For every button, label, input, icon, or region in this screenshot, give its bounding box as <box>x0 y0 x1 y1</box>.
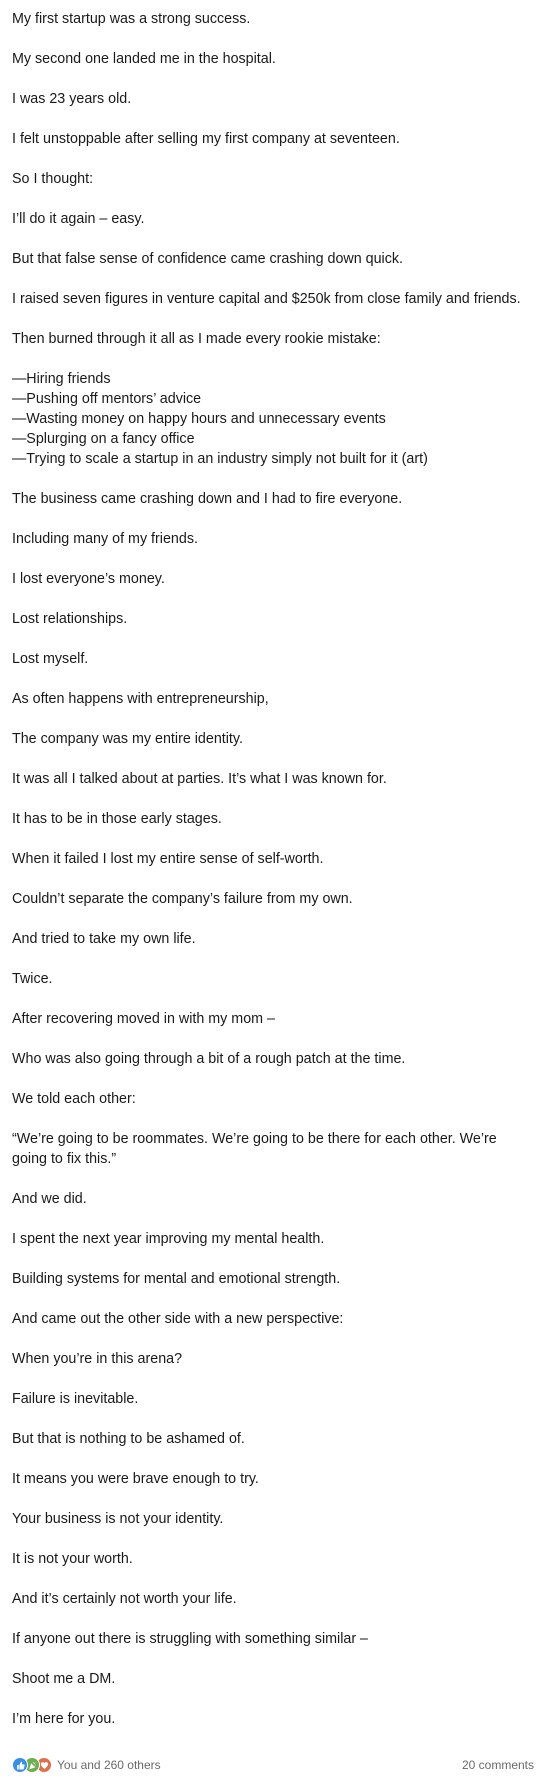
post-paragraph <box>12 289 527 309</box>
post-line: Lost myself. <box>12 651 89 667</box>
post-paragraph <box>12 489 527 509</box>
post-paragraph <box>12 329 527 349</box>
post-line: As often happens with entrepreneurship, <box>12 691 269 707</box>
post-line: I felt unstoppable after selling my first company at seventeen. <box>12 131 400 147</box>
post-paragraph <box>12 1509 527 1529</box>
post-line: It means you were brave enough to try. <box>12 1471 259 1487</box>
post-line: I spent the next year improving my mental health. <box>12 1231 325 1247</box>
post-paragraph <box>12 1429 527 1449</box>
post-paragraph <box>12 1669 527 1689</box>
post-line: But that false sense of confidence came crashing down quick. <box>12 251 404 267</box>
post-line: —Hiring friends <box>12 371 111 387</box>
post-paragraph <box>12 49 527 69</box>
like-icon <box>12 1757 28 1773</box>
post-line: My second one landed me in the hospital. <box>12 51 276 67</box>
post-paragraph <box>12 1009 527 1029</box>
post-paragraph <box>12 1129 527 1169</box>
post-line: —Pushing off mentors’ advice <box>12 391 202 407</box>
post-line: Twice. <box>12 971 53 987</box>
post-line: —Wasting money on happy hours and unnecessary events <box>12 411 386 427</box>
post-line: The company was my entire identity. <box>12 731 243 747</box>
post-paragraph <box>12 1229 527 1249</box>
post-line: Failure is inevitable. <box>12 1391 139 1407</box>
post-paragraph <box>12 1629 527 1649</box>
social-counts-bar <box>12 1755 534 1775</box>
post-paragraph <box>12 689 527 709</box>
post-line: It has to be in those early stages. <box>12 811 222 827</box>
post-line: But that is nothing to be ashamed of. <box>12 1431 245 1447</box>
post-paragraph <box>12 1089 527 1109</box>
post-line: I lost everyone’s money. <box>12 571 165 587</box>
post-line: Building systems for mental and emotional strength. <box>12 1271 341 1287</box>
post-paragraph <box>12 1269 527 1289</box>
post-paragraph <box>12 569 527 589</box>
post-paragraph <box>12 809 527 829</box>
post-paragraph <box>12 369 527 469</box>
reactions-count[interactable]: You and 260 others <box>57 1758 161 1772</box>
post-paragraph <box>12 129 527 149</box>
post-paragraph <box>12 889 527 909</box>
post-paragraph <box>12 929 527 949</box>
post-line: It was all I talked about at parties. It’s what I was known for. <box>12 771 387 787</box>
post-line: Your business is not your identity. <box>12 1511 224 1527</box>
post-line: Lost relationships. <box>12 611 128 627</box>
post-paragraph <box>12 529 527 549</box>
post-paragraph <box>12 969 527 989</box>
post-paragraph <box>12 1309 527 1329</box>
post-line: Who was also going through a bit of a rough patch at the time. <box>12 1051 406 1067</box>
post-paragraph <box>12 1469 527 1489</box>
post-line: “We’re going to be roommates. We’re going to be there for each other. We’re going to fix this.” <box>12 1131 497 1167</box>
post-line: If anyone out there is struggling with something similar – <box>12 1631 369 1647</box>
post-line: Then burned through it all as I made every rookie mistake: <box>12 331 381 347</box>
post-line: —Trying to scale a startup in an industry simply not built for it (art) <box>12 451 428 467</box>
post-paragraph <box>12 609 527 629</box>
post-paragraph <box>12 649 527 669</box>
post-line: I was 23 years old. <box>12 91 132 107</box>
post-line: Shoot me a DM. <box>12 1671 116 1687</box>
post-line: After recovering moved in with my mom – <box>12 1011 275 1027</box>
post-paragraph <box>12 769 527 789</box>
post-paragraph <box>12 89 527 109</box>
post-line: When it failed I lost my entire sense of self-worth. <box>12 851 324 867</box>
post-paragraph <box>12 169 527 189</box>
post-line: And came out the other side with a new perspective: <box>12 1311 344 1327</box>
post-line: I’ll do it again – easy. <box>12 211 145 227</box>
post-paragraph <box>12 1389 527 1409</box>
post-line: —Splurging on a fancy office <box>12 431 195 447</box>
post-line: So I thought: <box>12 171 94 187</box>
post-paragraph <box>12 1349 527 1369</box>
post-line: My first startup was a strong success. <box>12 11 251 27</box>
post-line: Including many of my friends. <box>12 531 198 547</box>
post-text <box>12 9 527 1749</box>
reaction-icons[interactable] <box>12 1757 48 1773</box>
post-line: I raised seven figures in venture capital and $250k from close family and friends. <box>12 291 521 307</box>
post-line: And we did. <box>12 1191 87 1207</box>
post-paragraph <box>12 1549 527 1569</box>
post-line: When you’re in this arena? <box>12 1351 183 1367</box>
post-line: I’m here for you. <box>12 1711 116 1727</box>
post-line: And tried to take my own life. <box>12 931 196 947</box>
post-paragraph <box>12 209 527 229</box>
post-paragraph <box>12 1709 527 1729</box>
post-paragraph <box>12 1049 527 1069</box>
post-paragraph <box>12 1189 527 1209</box>
post-line: Couldn’t separate the company’s failure from my own. <box>12 891 353 907</box>
post-paragraph <box>12 729 527 749</box>
post-line: We told each other: <box>12 1091 136 1107</box>
post-line: It is not your worth. <box>12 1551 133 1567</box>
post-line: The business came crashing down and I had to fire everyone. <box>12 491 403 507</box>
comments-count[interactable]: 20 comments <box>461 1758 534 1772</box>
post-paragraph <box>12 9 527 29</box>
post-paragraph <box>12 1589 527 1609</box>
post-paragraph <box>12 249 527 269</box>
post-line: And it’s certainly not worth your life. <box>12 1591 237 1607</box>
post-paragraph <box>12 849 527 869</box>
